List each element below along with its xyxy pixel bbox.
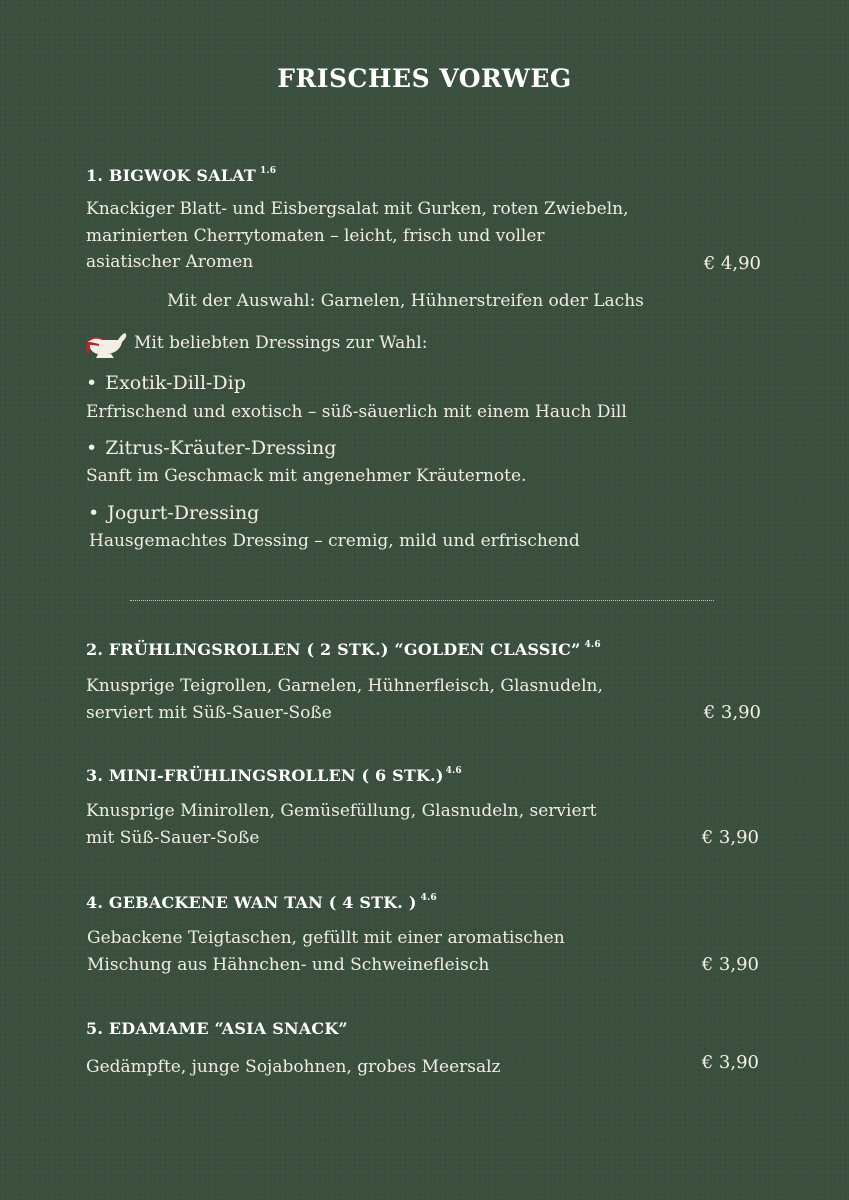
dressing-item-zitrus-kraeuter xyxy=(86,437,336,459)
item-title-fruehlingsrollen xyxy=(86,640,601,659)
item-description-mini-fruehlingsrollen xyxy=(86,798,596,851)
gravy-boat-icon xyxy=(84,328,128,360)
description-line: Gebackene Teigtaschen, gefüllt mit einer aromatischen xyxy=(87,928,565,948)
item-price-wan-tan: € 3,90 xyxy=(701,954,759,975)
item-description-bigwok-salat xyxy=(86,196,629,276)
page-title: FRISCHES VORWEG xyxy=(277,64,572,93)
item-price-edamame: € 3,90 xyxy=(701,1052,759,1073)
dressing-description: Hausgemachtes Dressing – cremig, mild und erfrischend xyxy=(89,531,580,551)
dressing-item-exotik-dill-dip xyxy=(86,372,246,394)
item-description-fruehlingsrollen xyxy=(86,673,603,726)
section-divider xyxy=(130,600,714,601)
description-line: Knackiger Blatt- und Eisbergsalat mit Gurken, roten Zwiebeln, xyxy=(86,199,629,219)
description-line: mit Süß-Sauer-Soße xyxy=(86,827,260,848)
description-line: marinierten Cherrytomaten – leicht, frisch und voller xyxy=(86,225,545,246)
dressing-description: Sanft im Geschmack mit angenehmer Kräuternote. xyxy=(86,466,527,486)
dressing-name: Zitrus-Kräuter-Dressing xyxy=(105,437,337,459)
description-line: Knusprige Teigrollen, Garnelen, Hühnerfleisch, Glasnudeln, xyxy=(86,676,603,696)
allergen-codes: 4.6 xyxy=(584,639,601,650)
description-line: serviert mit Süß-Sauer-Soße xyxy=(86,702,332,723)
item-title-bigwok-salat xyxy=(86,166,276,185)
description-line: Knusprige Minirollen, Gemüsefüllung, Glasnudeln, serviert xyxy=(86,801,597,821)
item-price-fruehlingsrollen: € 3,90 xyxy=(703,702,761,723)
item-title-wan-tan xyxy=(86,893,437,912)
dressing-description: Erfrischend und exotisch – süß-säuerlich mit einem Hauch Dill xyxy=(86,402,627,422)
item-price-mini-fruehlingsrollen: € 3,90 xyxy=(701,827,759,848)
item-description-wan-tan xyxy=(87,925,565,978)
allergen-codes: 4.6 xyxy=(445,765,462,776)
item-title-text: 4. GEBACKENE WAN TAN ( 4 STK. ) xyxy=(86,893,417,912)
dressing-item-jogurt xyxy=(88,502,259,524)
item-price-bigwok-salat: € 4,90 xyxy=(703,253,761,274)
bullet-icon: • xyxy=(86,437,98,459)
dressing-name: Jogurt-Dressing xyxy=(107,502,260,524)
item-title-text: 3. MINI-FRÜHLINGSROLLEN ( 6 STK.) xyxy=(86,766,444,785)
item-options: Mit der Auswahl: Garnelen, Hühnerstreifen oder Lachs xyxy=(167,291,644,311)
item-description-edamame xyxy=(86,1054,501,1081)
dressings-intro: Mit beliebten Dressings zur Wahl: xyxy=(134,333,428,353)
allergen-codes: 4.6 xyxy=(420,892,437,903)
item-title-text: 2. FRÜHLINGSROLLEN ( 2 STK.) “GOLDEN CLASSIC” xyxy=(86,640,581,659)
item-title-edamame: 5. EDAMAME “ASIA SNACK” xyxy=(86,1019,348,1038)
item-title-mini-fruehlingsrollen xyxy=(86,766,462,785)
description-line: Gedämpfte, junge Sojabohnen, grobes Meersalz xyxy=(86,1057,501,1077)
description-line: asiatischer Aromen xyxy=(86,252,254,272)
bullet-icon: • xyxy=(86,372,98,394)
description-line: Mischung aus Hähnchen- und Schweinefleisch xyxy=(87,954,490,975)
item-title-text: 1. BIGWOK SALAT xyxy=(86,166,256,185)
bullet-icon: • xyxy=(88,502,100,524)
allergen-codes: 1.6 xyxy=(260,165,277,176)
dressing-name: Exotik-Dill-Dip xyxy=(105,372,246,394)
